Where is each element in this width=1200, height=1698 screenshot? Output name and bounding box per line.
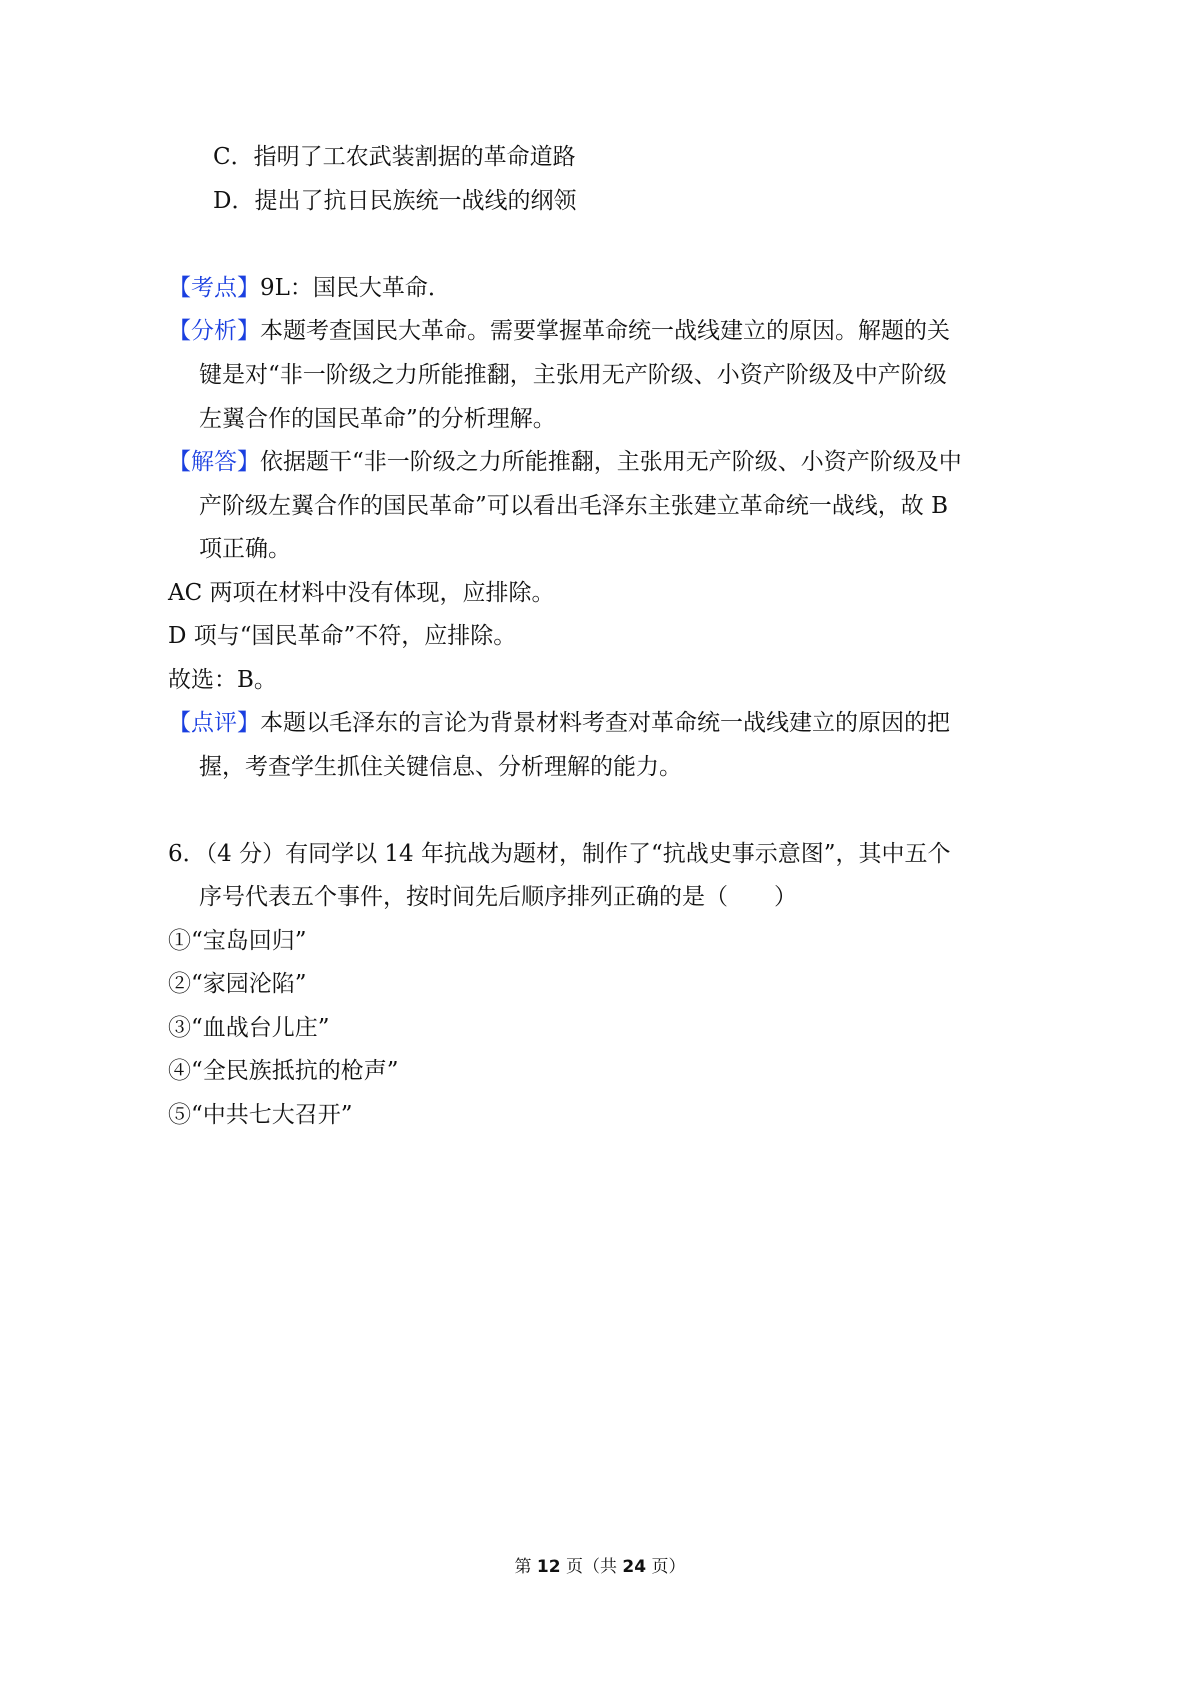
event-item-4: ④“全民族抵抗的枪声” [168, 1058, 399, 1084]
footer-suffix: 页） [646, 1557, 686, 1577]
d-exclusion: D 项与“国民革命”不符，应排除。 [168, 623, 517, 649]
kaodian-label: 【考点】 [168, 275, 260, 301]
footer-total-pages: 24 [622, 1557, 647, 1577]
answer-line: 故选：B。 [168, 667, 277, 693]
dianping-line-1 [168, 708, 950, 738]
jieda-line-3: 项正确。 [199, 536, 291, 562]
option-d: D．提出了抗日民族统一战线的纲领 [213, 188, 577, 214]
fenxi-line-2: 键是对“非一阶级之力所能推翻，主张用无产阶级、小资产阶级及中产阶级 [199, 362, 947, 388]
jieda-label: 【解答】 [168, 449, 260, 475]
fenxi-text-1: 本题考查国民大革命。需要掌握革命统一战线建立的原因。解题的关 [260, 318, 950, 344]
question6-line-2: 序号代表五个事件，按时间先后顺序排列正确的是（ ） [199, 884, 797, 910]
dianping-line-2: 握，考查学生抓住关键信息、分析理解的能力。 [199, 754, 682, 780]
jieda-line-2: 产阶级左翼合作的国民革命”可以看出毛泽东主张建立革命统一战线，故 B [199, 493, 948, 519]
option-c: C．指明了工农武装割据的革命道路 [213, 144, 576, 170]
kaodian-text: 9L：国民大革命． [260, 275, 451, 301]
jieda-line-1 [168, 447, 962, 477]
fenxi-label: 【分析】 [168, 318, 260, 344]
footer-prefix: 第 [514, 1557, 537, 1577]
footer-middle: 页（共 [560, 1557, 623, 1577]
event-item-2: ②“家园沦陷” [168, 971, 307, 997]
question6-line-1: 6．（4 分）有同学以 14 年抗战为题材，制作了“抗战史事示意图”，其中五个 [168, 841, 951, 867]
jieda-text-1: 依据题干“非一阶级之力所能推翻，主张用无产阶级、小资产阶级及中 [260, 449, 962, 475]
page-footer [0, 1556, 1200, 1578]
fenxi-line-1 [168, 316, 950, 346]
event-item-1: ①“宝岛回归” [168, 928, 307, 954]
kaodian-line [168, 273, 451, 303]
dianping-text-1: 本题以毛泽东的言论为背景材料考查对革命统一战线建立的原因的把 [260, 710, 950, 736]
fenxi-line-3: 左翼合作的国民革命”的分析理解。 [199, 406, 556, 432]
event-item-3: ③“血战台儿庄” [168, 1015, 330, 1041]
footer-page-number: 12 [536, 1557, 561, 1577]
ac-exclusion: AC 两项在材料中没有体现，应排除。 [168, 580, 555, 606]
event-item-5: ⑤“中共七大召开” [168, 1102, 353, 1128]
dianping-label: 【点评】 [168, 710, 260, 736]
